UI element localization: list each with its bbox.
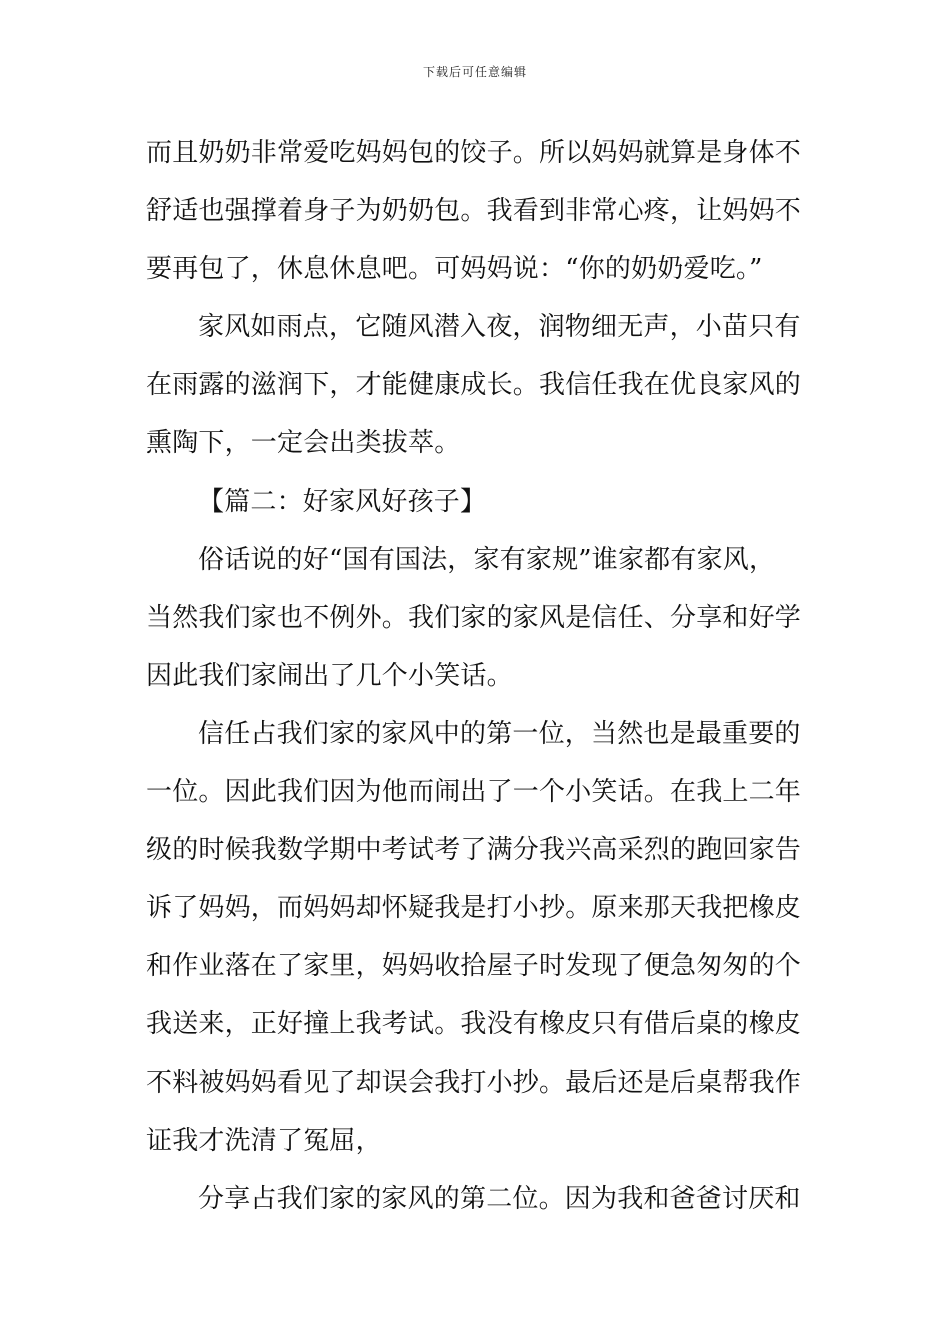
text-line: 当然我们家也不例外。我们家的家风是信任、分享和好学 bbox=[146, 602, 802, 633]
text-line: 和作业落在了家里，妈妈收拾屋子时发现了便急匆匆的个 bbox=[146, 951, 802, 982]
body-text bbox=[146, 124, 806, 1228]
text-line: 一位。因此我们因为他而闹出了一个小笑话。在我上二年 bbox=[146, 777, 802, 808]
paragraph-first-line: 信任占我们家的家风中的第一位，当然也是最重要的 bbox=[198, 718, 801, 749]
text-line: 诉了妈妈，而妈妈却怀疑我是打小抄。原来那天我把橡皮 bbox=[146, 893, 802, 924]
text-line: 不料被妈妈看见了却误会我打小抄。最后还是后桌帮我作 bbox=[146, 1067, 802, 1098]
text-line: 熏陶下，一定会出类拔萃。 bbox=[146, 428, 461, 459]
paragraph-first-line: 分享占我们家的家风的第二位。因为我和爸爸讨厌和 bbox=[198, 1183, 801, 1214]
text-line: 我送来，正好撞上我考试。我没有橡皮只有借后桌的橡皮 bbox=[146, 1009, 802, 1040]
paragraph-first-line: 俗话说的好“国有国法，家有家规”谁家都有家风， bbox=[198, 544, 776, 575]
paragraph-first-line: 家风如雨点，它随风潜入夜，润物细无声，小苗只有 bbox=[198, 312, 801, 343]
section-heading: 【篇二：好家风好孩子】 bbox=[198, 486, 487, 517]
text-line: 舒适也强撑着身子为奶奶包。我看到非常心疼，让妈妈不 bbox=[146, 196, 802, 227]
text-line: 级的时候我数学期中考试考了满分我兴高采烈的跑回家告 bbox=[146, 835, 802, 866]
page-header: 下载后可任意编辑 bbox=[422, 65, 527, 79]
text-line: 在雨露的滋润下，才能健康成长。我信任我在优良家风的 bbox=[146, 370, 802, 401]
text-line: 要再包了，休息休息吧。可妈妈说：“你的奶奶爱吃。” bbox=[146, 254, 763, 285]
text-line: 因此我们家闹出了几个小笑话。 bbox=[146, 660, 513, 691]
text-line: 而且奶奶非常爱吃妈妈包的饺子。所以妈妈就算是身体不 bbox=[146, 138, 802, 168]
text-line: 证我才洗清了冤屈， bbox=[146, 1125, 382, 1156]
